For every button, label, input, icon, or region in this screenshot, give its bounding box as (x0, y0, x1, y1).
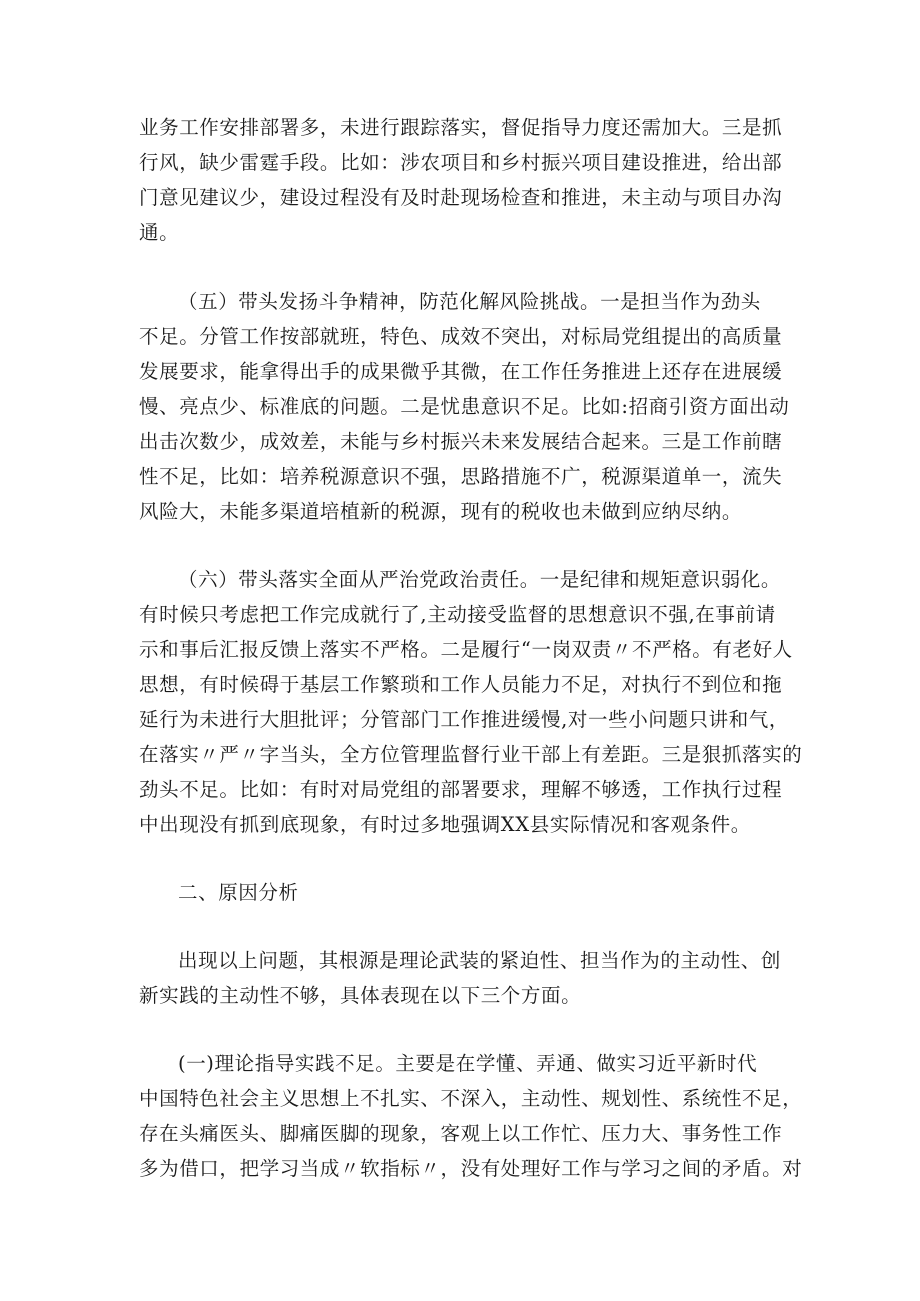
text-line: 存在头痛医头、脚痛医脚的现象，客观上以工作忙、压力大、事务性工作 (139, 1122, 783, 1145)
text-line: 出现以上问题，其根源是理论武装的紧迫性、担当作为的主动性、创 (178, 949, 782, 972)
text-line: 业务工作安排部署多，未进行跟踪落实，督促指导力度还需加大。三是抓 (139, 116, 783, 139)
text-line: （五）带头发扬斗争精神，防范化解风险挑战。一是担当作为劲头 (178, 290, 761, 313)
text-line: （六）带头落实全面从严治党政治责任。一是纪律和规矩意识弱化。 (178, 568, 782, 591)
text-line: 延行为未进行大胆批评；分管部门工作推进缓慢,对一些小问题只讲和气， (139, 708, 789, 731)
text-line: 不足。分管工作按部就班，特色、成效不突出，对标局党组提出的高质量 (139, 325, 783, 348)
text-line: 行风，缺少雷霆手段。比如：涉农项目和乡村振兴项目建设推进，给出部 (139, 151, 783, 174)
text-line: 中出现没有抓到底现象，有时过多地强调XX县实际情况和客观条件。 (139, 813, 751, 836)
text-line: 发展要求，能拿得出手的成果微乎其微，在工作任务推进上还存在进展缓 (139, 360, 783, 383)
text-line: 劲头不足。比如：有时对局党组的部署要求，理解不够透，工作执行过程 (139, 778, 783, 801)
text-line: 中国特色社会主义思想上不扎实、不深入，主动性、规划性、系统性不足， (139, 1087, 803, 1110)
text-line: 多为借口，把学习当成〃软指标〃，没有处理好工作与学习之间的矛盾。对 (139, 1157, 803, 1180)
text-line: (一)理论指导实践不足。主要是在学懂、弄通、做实习近平新时代 (178, 1052, 758, 1075)
text-line: 慢、亮点少、标准底的问题。二是忧患意识不足。比如:招商引资方面出动 (139, 395, 790, 418)
text-line: 通。 (139, 221, 180, 244)
text-line: 风险大，未能多渠道培植新的税源，现有的税收也未做到应纳尽纳。 (139, 500, 743, 523)
text-line: 性不足，比如：培养税源意识不强，思路措施不广，税源渠道单一，流失 (139, 465, 783, 488)
text-line: 有时候只考虑把工作完成就行了,主动接受监督的思想意识不强,在事前请 (139, 603, 776, 626)
text-line: 新实践的主动性不够，具体表现在以下三个方面。 (139, 984, 582, 1007)
text-line: 在落实〃严〃字当头，全方位管理监督行业干部上有差距。三是狠抓落实的 (139, 743, 803, 766)
text-line: 出击次数少，成效差，未能与乡村振兴未来发展结合起来。三是工作前瞎 (139, 430, 783, 453)
section-heading: 二、原因分析 (178, 881, 299, 904)
text-line: 思想，有时候碍于基层工作繁琐和工作人员能力不足，对执行不到位和拖 (139, 673, 783, 696)
text-line: 门意见建议少，建设过程没有及时赴现场检查和推进，未主动与项目办沟 (139, 186, 783, 209)
text-line: 示和事后汇报反馈上落实不严格。二是履行“一岗双责〃不严格。有老好人 (139, 638, 793, 661)
